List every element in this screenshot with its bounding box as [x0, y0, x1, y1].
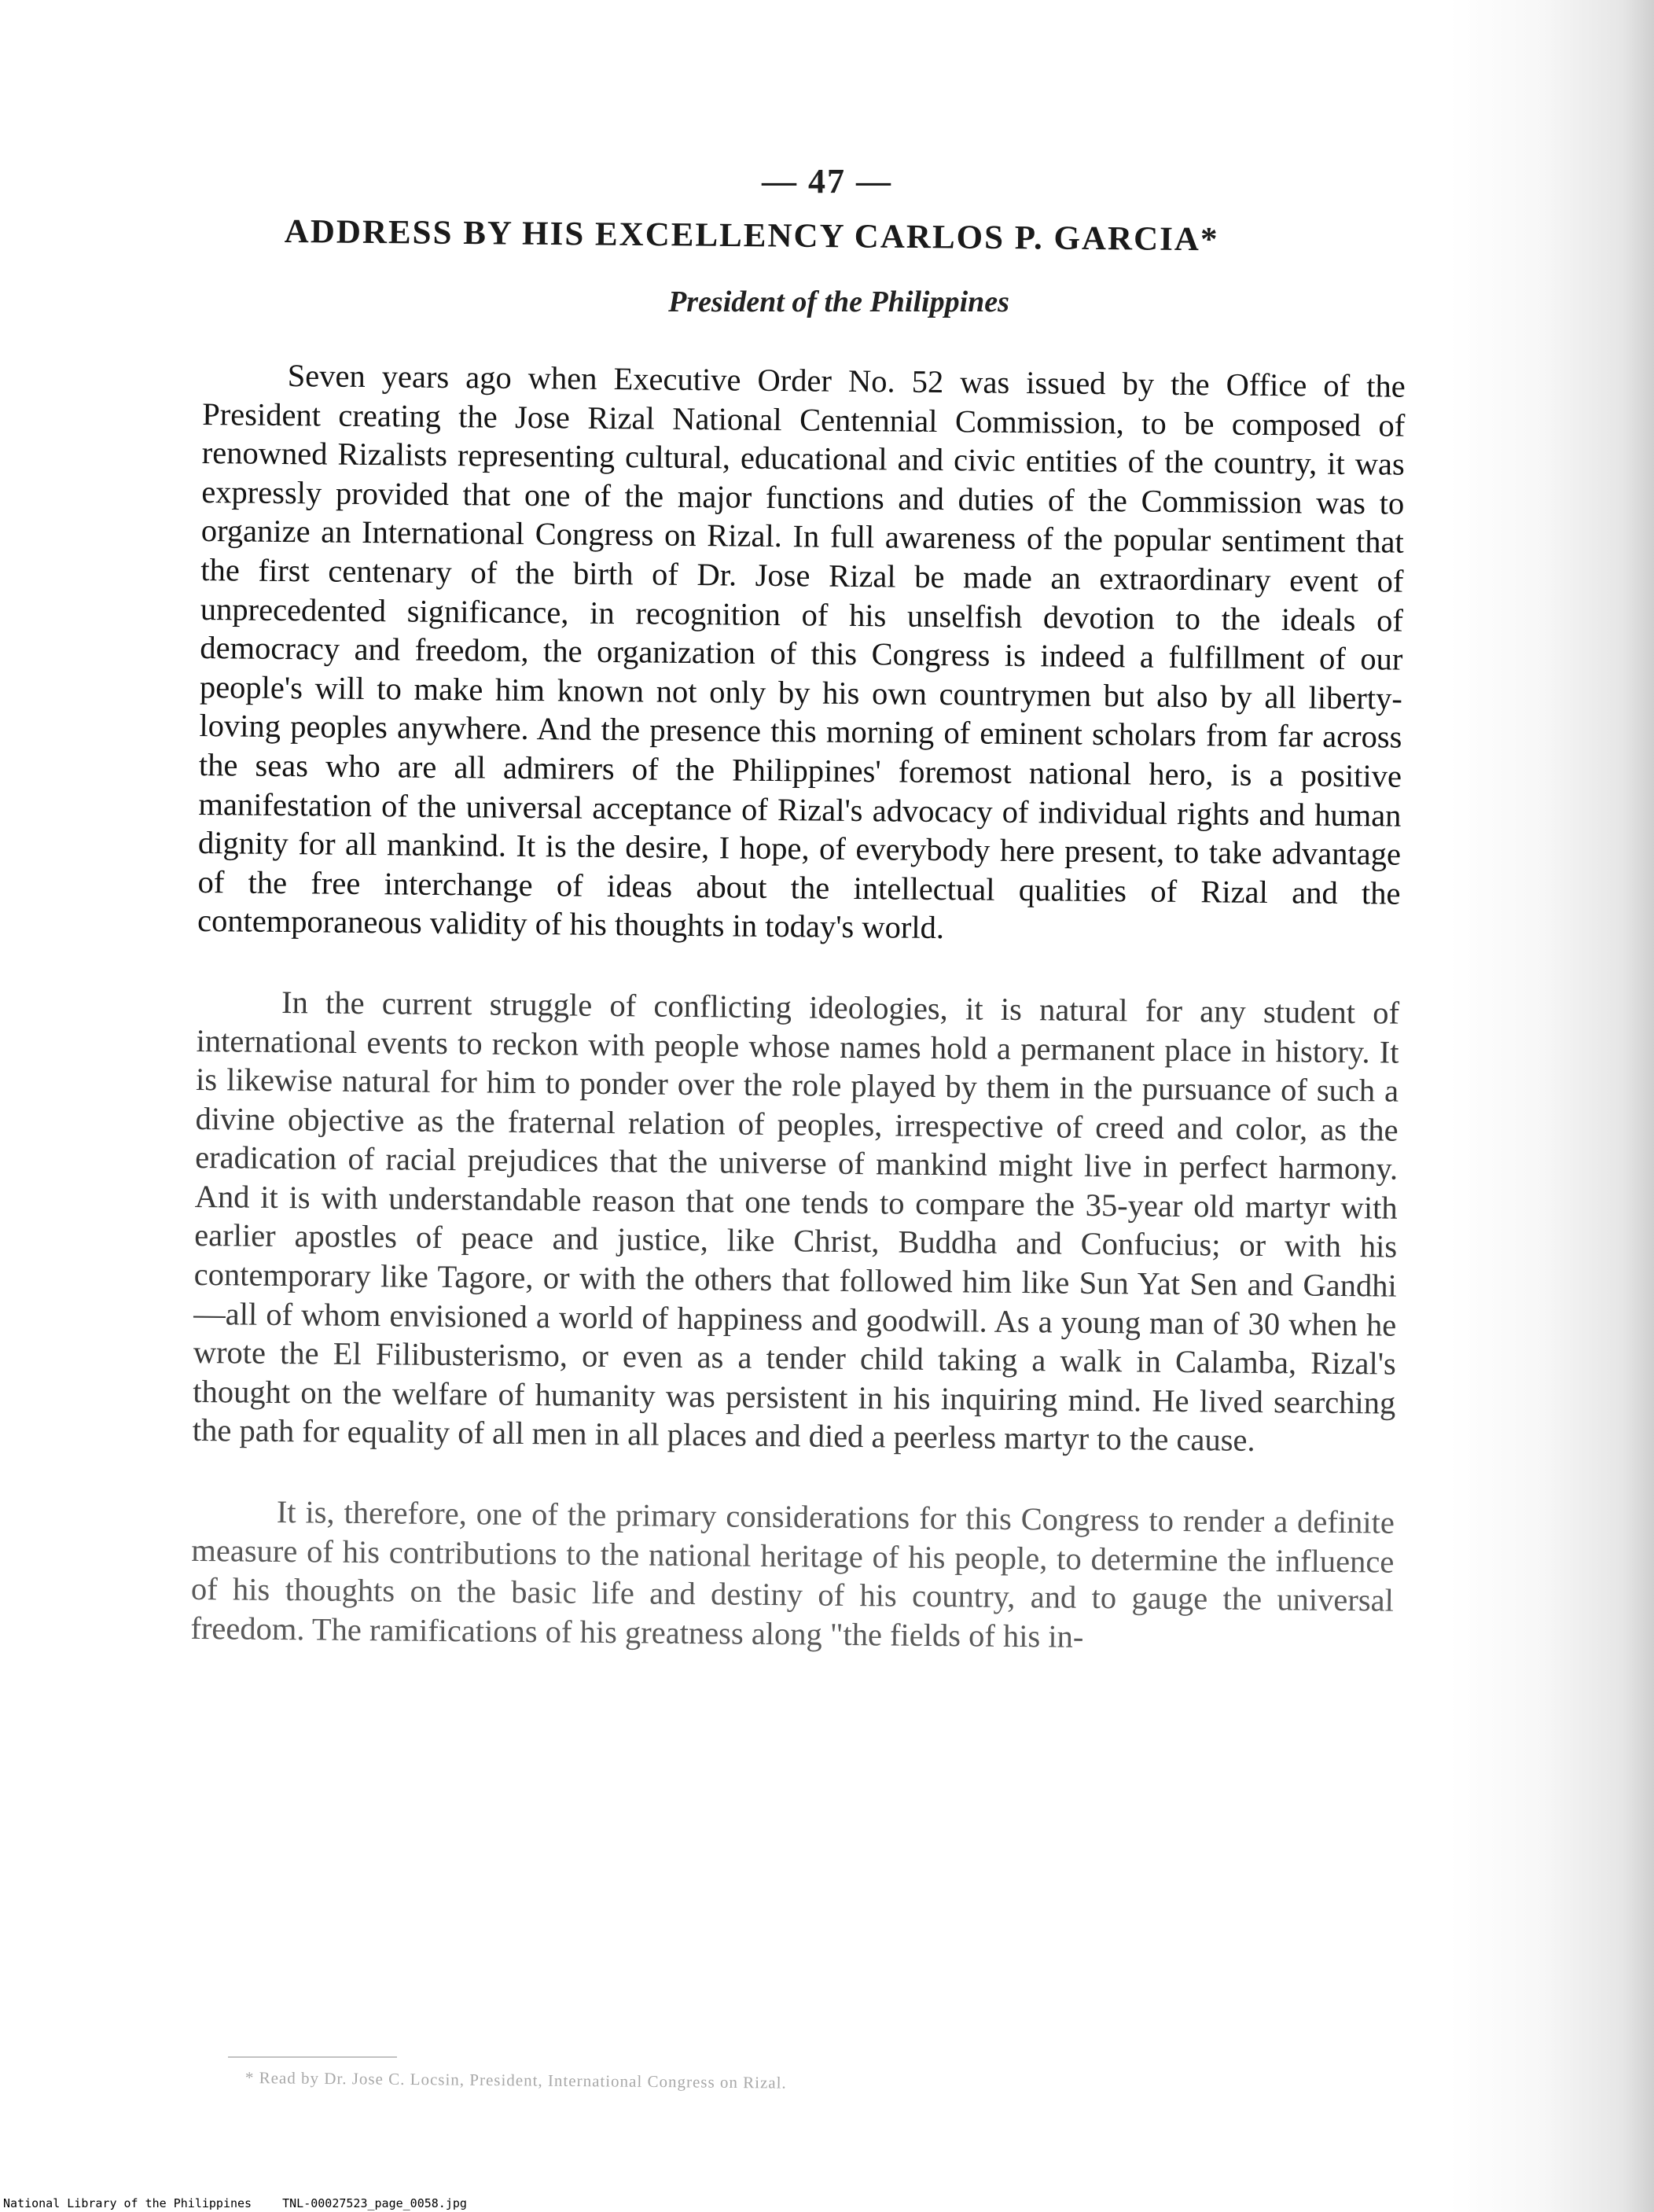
- footnote: * Read by Dr. Jose C. Locsin, President, International Congress on Rizal.: [244, 2068, 787, 2092]
- page-subtitle: President of the Philippines: [668, 285, 1009, 318]
- paragraph-3: It is, therefore, one of the primary considerations for this Congress to render a definite measure of his contributions to the national heritage of his people, to determine the influence of his thoughts on the basic life and destiny of his country, and to gauge the universal freedom. The ramifications of his greatness along "the fields of his in-: [190, 1494, 1395, 1654]
- paragraph-2: In the current struggle of conflicting ideologies, it is natural for any student of international events to reckon with people whose names hold a permanent place in history. It is likewise natural for him to ponder over the role played by them in the pursuance of such a divine objective as the fraternal relation of peoples, irrespective of creed and color, as the eradication of racial prejudices that the universe of mankind might live in perfect harmony. And it is with understandable reason that one tends to compare the 35-year old martyr with earlier apostles of peace and justice, like Christ, Buddha and Confucius; or with his contemporary like Tagore, or with the others that followed him like Sun Yat Sen and Gandhi—all of whom envisioned a world of happiness and goodwill. As a young man of 30 when he wrote the El Filibusterismo, or even as a tender child taking a walk in Calamba, Rizal's thought on the welfare of humanity was persistent in his inquiring mind. He lived searching the path for equality of all men in all places and died a peerless martyr to the cause.: [192, 984, 1400, 1459]
- archive-footer: [3, 2196, 467, 2210]
- body-text: [190, 355, 1406, 1701]
- page-number: — 47 —: [762, 162, 892, 201]
- paragraph-1: Seven years ago when Executive Order No. 52 was issued by the Office of the President creating the Jose Rizal National Centennial Commission, to be composed of renowned Rizalists representing cultural, educational and civic entities of the country, it was expressly provided that one of the major functions and duties of the Commission was to organize an International Congress on Rizal. In full awareness of the popular sentiment that the first centenary of the birth of Dr. Jose Rizal be made an extraordinary event of unprecedented significance, in recognition of his unselfish devotion to the ideals of democracy and freedom, the organization of this Congress is indeed a fulfillment of our people's will to make him known not only by his own countrymen but also by all liberty-loving peoples anywhere. And the presence this morning of eminent scholars from far across the seas who are all admirers of the Philippines' foremost national hero, is a positive manifestation of the universal acceptance of Rizal's advocacy of individual rights and human dignity for all mankind. It is the desire, I hope, of everybody here present, to take advantage of the free interchange of ideas about the intellectual qualities of Rizal and the contemporaneous validity of his thoughts in today's world.: [197, 358, 1406, 946]
- page-title: ADDRESS BY HIS EXCELLENCY CARLOS P. GARCIA*: [284, 212, 1219, 259]
- file-id: TNL-00027523_page_0058.jpg: [282, 2196, 467, 2210]
- footnote-divider: [228, 2056, 397, 2058]
- library-name: National Library of the Philippines: [3, 2196, 252, 2210]
